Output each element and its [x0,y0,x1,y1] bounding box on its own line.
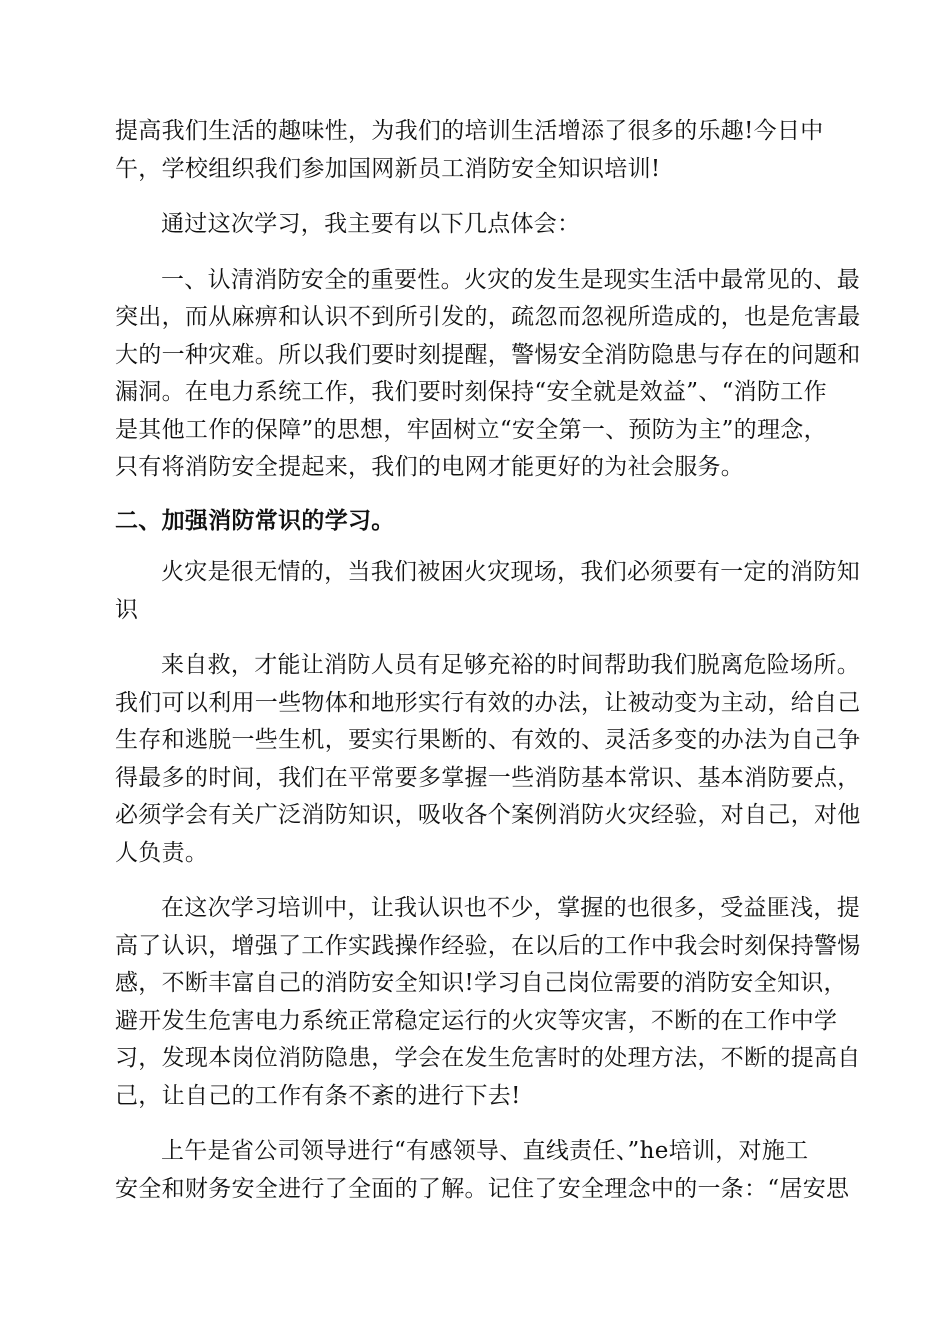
text-line: 突出，而从麻痹和认识不到所引发的，疏忽而忽视所造成的，也是危害最 [115,304,861,330]
section-heading [115,502,835,540]
paragraph-training-benefits [115,890,861,1115]
text-line: 识 [115,596,139,623]
text-line: 来自救，才能让消防人员有足够充裕的时间帮助我们脱离危险场所。 [161,652,860,678]
text-line: 避开发生危害电力系统正常稳定运行的火灾等灾害，不断的在工作中学 [115,1007,838,1034]
text-line: 高了认识，增强了工作实践操作经验，在以后的工作中我会时刻保持警惕 [115,932,861,959]
text-line: 漏洞。在电力系统工作，我们要时刻保持“安全就是效益”、“消防工作 [115,379,827,405]
paragraph-experience-intro [115,206,835,244]
text-line: 火灾是很无情的，当我们被困火灾现场，我们必须要有一定的消防知 [161,559,860,585]
text-line: 安全和财务安全进行了全面的了解。记住了安全理念中的一条：“居安思 [115,1175,850,1202]
paragraph-self-rescue [115,647,861,872]
paragraph-fire-knowledge [115,554,860,629]
text-line: 一、认清消防安全的重要性。火灾的发生是现实生活中最常见的、最 [161,266,860,293]
text-line: 必须学会有关广泛消防知识，吸收各个案例消防火灾经验，对自己，对他 [115,802,861,828]
paragraph-point-one [115,262,861,487]
text-line: 生存和逃脱一些生机，要实行果断的、有效的、灵活多变的办法为自己争 [115,727,861,753]
text-line: 是其他工作的保障”的思想，牢固树立“安全第一、预防为主”的理念， [115,416,827,443]
heading-text: 二、加强消防常识的学习。 [115,506,395,534]
text-line: 只有将消防安全提起来，我们的电网才能更好的为社会服务。 [115,454,745,480]
text-line: 大的一种灾难。所以我们要时刻提醒，警惕安全消防隐患与存在的问题和 [115,341,861,368]
paragraph-morning-session [115,1133,850,1208]
text-line: 我们可以利用一些物体和地形实行有效的办法，让被动变为主动，给自己 [115,689,861,716]
text-line: 上午是省公司领导进行“有感领导、直线责任、”he培训，对施工 [161,1138,809,1164]
text-line: 己，让自己的工作有条不紊的进行下去! [115,1082,521,1109]
text-line: 得最多的时间，我们在平常要多掌握一些消防基本常识、基本消防要点， [115,764,861,791]
text-line: 人负责。 [115,839,209,866]
text-line: 提高我们生活的趣味性，为我们的培训生活增添了很多的乐趣!今日中 [115,118,824,144]
text-line: 午，学校组织我们参加国网新员工消防安全知识培训! [115,155,661,182]
document-page [115,113,861,1208]
paragraph-training-intro [115,113,835,188]
text-line: 通过这次学习，我主要有以下几点体会： [161,211,581,237]
text-line: 习，发现本岗位消防隐患，学会在发生危害时的处理方法，不断的提高自 [115,1045,861,1071]
text-line: 在这次学习培训中，让我认识也不少，掌握的也很多，受益匪浅，提 [161,895,860,921]
text-line: 感，不断丰富自己的消防安全知识!学习自己岗位需要的消防安全知识， [115,970,847,996]
